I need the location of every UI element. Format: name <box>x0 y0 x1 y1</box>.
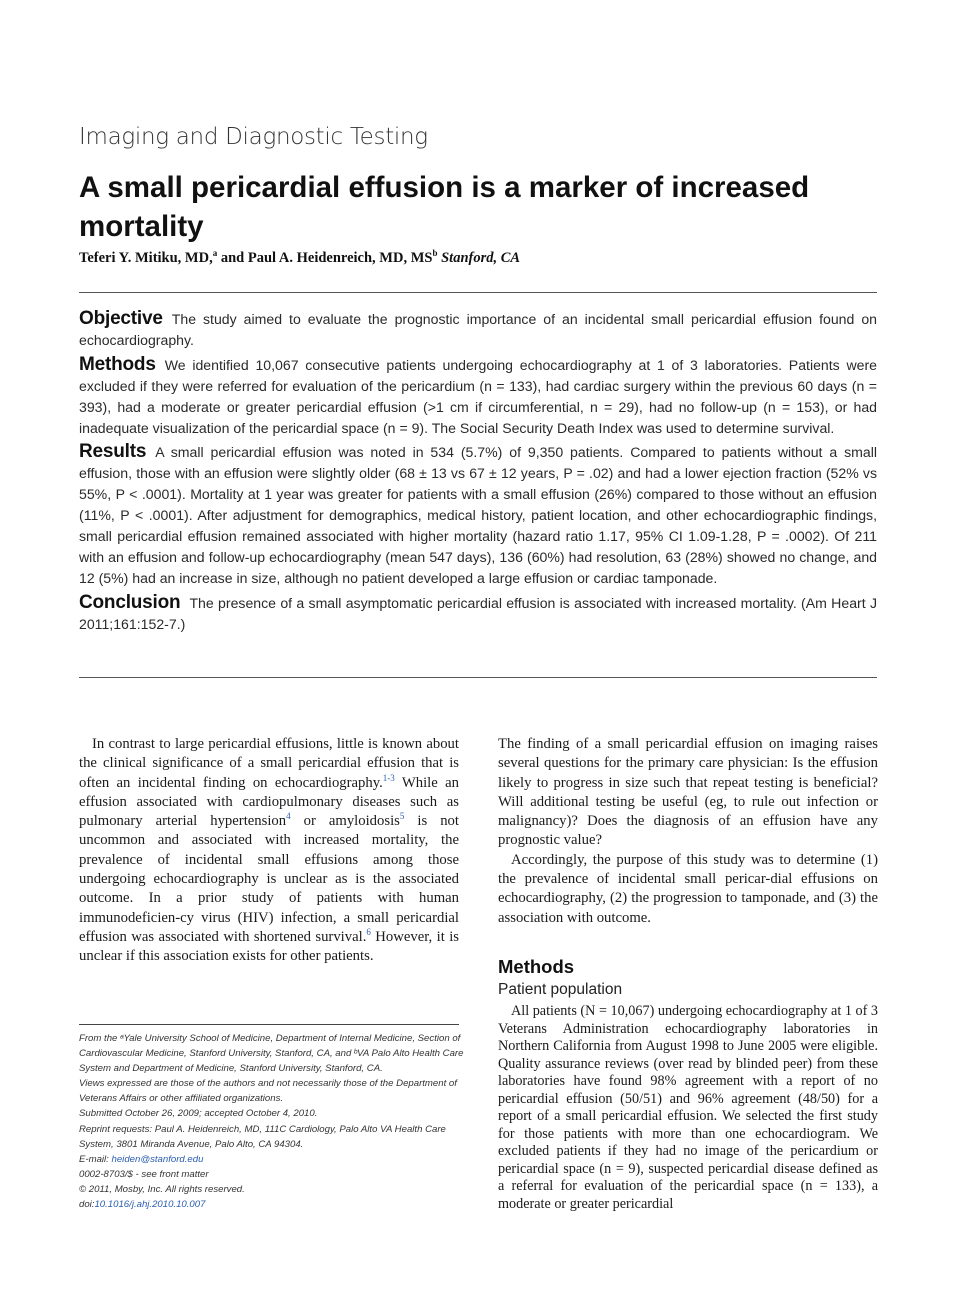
abstract-results <box>79 442 877 588</box>
ref-link-6[interactable]: 6 <box>366 927 371 938</box>
patient-population-subheading: Patient population <box>498 981 623 998</box>
author-line <box>79 248 520 267</box>
abstract-conclusion <box>79 593 877 635</box>
abstract-methods <box>79 355 877 439</box>
abstract-top-rule <box>79 292 877 293</box>
doi-link[interactable]: 10.1016/j.ahj.2010.10.007 <box>94 1199 206 1211</box>
body-left-column <box>79 735 459 967</box>
intro-paragraph-2: The finding of a small pericardial effusion on imaging raises several questions for the primary care physician: Is the effusion likely to progress in size such that repeat testing is beneficial? Will additional testing be useful (eg, to rule out infection or malignancy)? Does the diagnosis of an effusion have any prognostic value? <box>498 736 878 849</box>
section-label: Imaging and Diagnostic Testing <box>79 124 428 150</box>
footnotes <box>79 1031 464 1212</box>
results-heading: Results <box>79 441 147 463</box>
footnote-issn: 0002-8703/$ - see front matter <box>79 1168 209 1180</box>
ref-link-1-3[interactable]: 1-3 <box>382 772 395 783</box>
conclusion-text: The presence of a small asymptomatic pericardial effusion is associated with increased mortality. (Am Heart J 2011;161:152-7.) <box>79 594 877 632</box>
conclusion-heading: Conclusion <box>79 591 181 613</box>
footnote-email: E-mail: heiden@stanford.edu <box>79 1153 204 1165</box>
footnote-reprint: Reprint requests: Paul A. Heidenreich, MD, 111C Cardiology, Palo Alto VA Health Care System, 3801 Miranda Avenue, Palo Alto, CA 94304. <box>79 1123 446 1150</box>
methods-heading: Methods <box>79 353 156 375</box>
footnote-views: Views expressed are those of the authors and not necessarily those of the Department of Veterans Affairs or other affiliated organizations. <box>79 1078 457 1105</box>
footnote-doi: doi:10.1016/j.ahj.2010.10.007 <box>79 1199 206 1211</box>
ref-link-4[interactable]: 4 <box>286 811 291 822</box>
objective-text: The study aimed to evaluate the prognostic importance of an incidental small pericardial effusion found on echocardiography. <box>79 311 877 348</box>
author-1-affil: a <box>212 248 218 258</box>
footnote-submitted: Submitted October 26, 2009; accepted October 4, 2010. <box>79 1108 318 1120</box>
author-2-affil: b <box>432 248 438 258</box>
body-right-column <box>498 735 878 928</box>
footnote-rule <box>79 1024 459 1025</box>
footnote-affiliations: From the ᵃYale University School of Medicine, Department of Internal Medicine, Section of Cardiovascular Medicine, Stanford University, Stanford, CA, and ᵇVA Palo Alto Health Care System and Department of Medicine, Stanford University, Stanford, CA. <box>79 1033 464 1075</box>
author-location: Stanford, CA <box>441 249 521 266</box>
email-link[interactable]: heiden@stanford.edu <box>111 1153 204 1165</box>
ref-link-5[interactable]: 5 <box>399 811 405 822</box>
results-text: A small pericardial effusion was noted in 534 (5.7%) of 9,350 patients. Compared to patients without a small effusion, those with an effusion were slightly older (68 ± 13 vs 67 ± 12 years, P = .02) and had a lower ejection fraction (52% vs 55%, P < .0001). Mortality at 1 year was greater for patients with a small effusion (26%) compared to those without an effusion (11%, P < .0001). After adjustment for demographics, medical history, patient location, and other echocardiographic findings, small pericardial effusion remained associated with higher mortality (hazard ratio 1.17, 95% CI 1.09-1.28, P = .0002). Of 211 with an effusion and follow-up echocardiography (mean 547 days), 136 (60%) had resolution, 63 (28%) showed no change, and 12 (5%) had an increase in size, although no patient developed a large effusion or cardiac tamponade. <box>79 444 877 586</box>
abstract-objective <box>79 309 877 351</box>
methods-section-heading: Methods <box>498 956 575 977</box>
author-2: Paul A. Heidenreich, MD, MS <box>247 249 433 266</box>
methods-column <box>498 1003 878 1213</box>
footnote-copyright: © 2011, Mosby, Inc. All rights reserved. <box>79 1183 245 1195</box>
author-1: Teferi Y. Mitiku, MD, <box>79 249 213 266</box>
objective-heading: Objective <box>79 308 163 329</box>
intro-paragraph: In contrast to large pericardial effusions, little is known about the clinical significance of a small pericardial effusion that is often an incidental finding on echocardiography.$^{1-3}$ While an effusion associated with cardiopulmonary diseases such as pulmonary arterial hypertension$^4$ or amyloidosis$^5$ is not uncommon and associated with increased mortality, the prevalence of incidental small effusions among those undergoing echocardiography is unclear as is the associated outcome. In a prior study of patients with human immunodeficien-cy virus (HIV) infection, a small pericardial effusion was associated with shortened survival.$^6$ However, it is unclear if this association exists for other patients. <box>79 736 460 965</box>
abstract <box>79 309 877 639</box>
methods-text: We identified 10,067 consecutive patients undergoing echocardiography at 1 of 3 laboratories. Patients were excluded if they were referred for evaluation of the pericardium (n = 133), had cardiac surgery within the previous 60 days (n = 393), had a moderate or greater pericardial effusion (>1 cm if circumferential, n = 29), had no follow-up (n = 153), or had inadequate visualization of the pericardial space (n = 9). The Social Security Death Index was used to determine survival. <box>79 356 877 436</box>
methods-paragraph: All patients (N = 10,067) undergoing echocardiography at 1 of 3 Veterans Administration echocardiography laboratories in Northern California from August 1998 to June 2005 were eligible. Quality assurance reviews (over read by blinded peer) from these laboratories have found 98% agreement with a report of no pericardial effusion (50/51) and 96% agreement (48/50) for a report of a small pericardial effusion. We selected the first study for those patients with more than one echocardiogram. We excluded patients if they had no image of the pericardium or pericardial space (n = 9), suspected pericardial disease defined as a referral for evaluation of the pericardial space (n = 133), a moderate or greater pericardial <box>498 1003 878 1212</box>
intro-paragraph-3: Accordingly, the purpose of this study was to determine (1) the prevalence of incidental small pericar-dial effusions on echocardiography, (2) the progression to tamponade, and (3) the association with outcome. <box>498 851 878 926</box>
article-title: A small pericardial effusion is a marker of increased mortality <box>79 171 810 243</box>
author-and: and <box>217 249 248 266</box>
abstract-bottom-rule <box>79 677 877 678</box>
